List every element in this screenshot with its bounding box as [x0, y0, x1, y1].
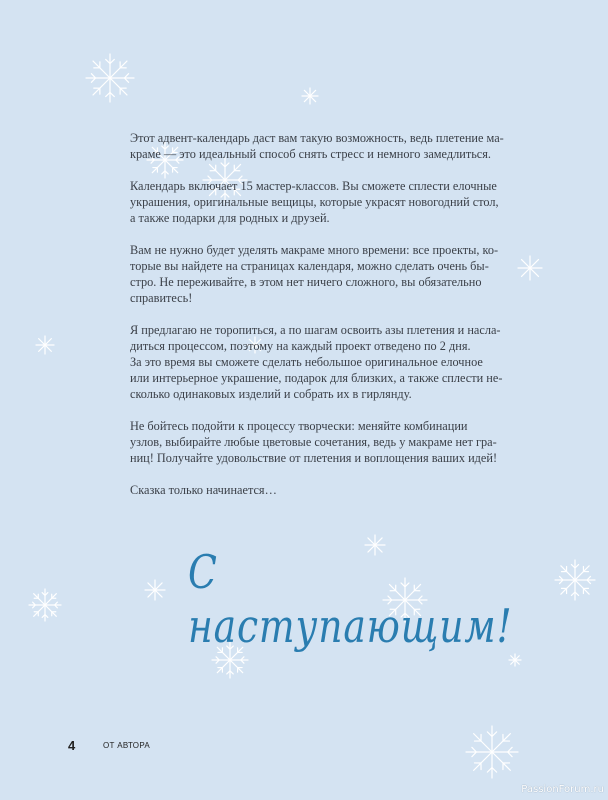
- paragraph-5: [130, 418, 497, 466]
- snowflake-icon: [84, 52, 136, 104]
- greeting-heading: С наступающим!: [188, 545, 513, 653]
- watermark: PassionForum.ru: [521, 784, 604, 795]
- text-line: За это время вы сможете сделать небольшое оригинальное елочное: [130, 355, 483, 369]
- snowflake-icon: [143, 578, 167, 602]
- paragraph-6: [130, 482, 277, 498]
- text-line: украшения, оригинальные вещицы, которые украсят новогодний стол,: [130, 195, 499, 209]
- text-line: Не бойтесь подойти к процессу творчески: меняйте комбинации: [130, 419, 468, 433]
- paragraph-1: [130, 130, 504, 162]
- text-line: Сказка только начинается…: [130, 483, 277, 497]
- snowflake-icon: [34, 334, 56, 356]
- text-line: торые вы найдете на страницах календаря, можно сделать очень бы-: [130, 259, 489, 273]
- text-line: Вам не нужно будет уделять макраме много времени: все проекты, ко-: [130, 243, 499, 257]
- text-line: а также подарки для родных и друзей.: [130, 211, 330, 225]
- text-line: диться процессом, поэтому на каждый проект отведено по 2 дня.: [130, 339, 471, 353]
- text-line: краме — это идеальный способ снять стресс и немного замедлиться.: [130, 147, 491, 161]
- paragraph-3: [130, 242, 498, 306]
- text-line: Я предлагаю не торопиться, а по шагам освоить азы плетения и насла-: [130, 323, 501, 337]
- text-line: ниц! Получайте удовольствие от плетения и воплощения ваших идей!: [130, 451, 498, 465]
- section-title: ОТ АВТОРА: [103, 741, 151, 750]
- text-line: Этот адвент-календарь даст вам такую возможность, ведь плетение ма-: [130, 131, 504, 145]
- paragraph-2: [130, 178, 499, 226]
- text-line: узлов, выбирайте любые цветовые сочетания, ведь у макраме нет гра-: [130, 435, 497, 449]
- paragraph-4: [130, 322, 502, 402]
- text-line: сколько одинаковых изделий и собрать их в гирлянду.: [130, 387, 412, 401]
- snowflake-icon: [507, 652, 523, 668]
- text-line: или интерьерное украшение, подарок для близких, а также сплести не-: [130, 371, 503, 385]
- text-line: стро. Не переживайте, в этом нет ничего сложного, вы обязательно: [130, 275, 482, 289]
- text-line: справитесь!: [130, 291, 193, 305]
- text-line: Календарь включает 15 мастер-классов. Вы сможете сплести елочные: [130, 179, 497, 193]
- snowflake-icon: [464, 724, 520, 780]
- snowflake-icon: [27, 587, 63, 623]
- snowflake-icon: [516, 254, 544, 282]
- snowflake-icon: [300, 86, 320, 106]
- page-number: 4: [68, 738, 76, 753]
- snowflake-icon: [553, 558, 597, 602]
